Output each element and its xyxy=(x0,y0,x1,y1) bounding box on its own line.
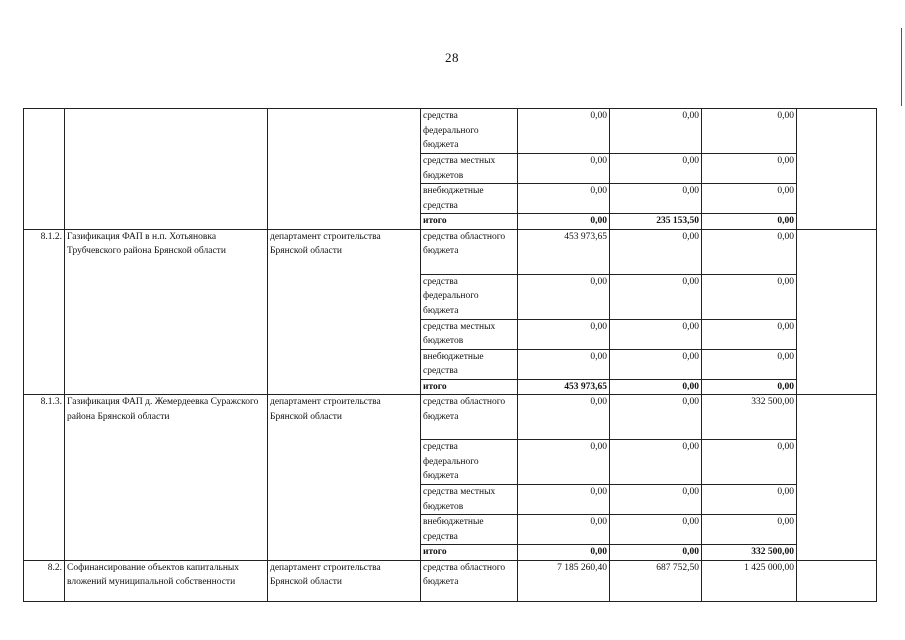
value-cell: 453 973,65 xyxy=(518,379,610,395)
value-cell: 0,00 xyxy=(518,109,610,154)
page-number: 28 xyxy=(445,50,459,65)
margin-rule xyxy=(901,28,902,106)
funding-source: средства местных бюджетов xyxy=(421,154,518,184)
value-cell: 0,00 xyxy=(518,154,610,184)
funding-source: итого xyxy=(421,379,518,395)
executor-cell xyxy=(268,109,421,230)
value-cell: 7 185 260,40 xyxy=(518,560,610,601)
value-cell: 332 500,00 xyxy=(702,395,797,440)
value-cell: 0,00 xyxy=(518,349,610,379)
funding-source: средства областного бюджета xyxy=(421,395,518,440)
funding-source: средства областного бюджета xyxy=(421,229,518,274)
value-cell: 0,00 xyxy=(702,229,797,274)
funding-source: итого xyxy=(421,214,518,230)
funding-source: внебюджетные средства xyxy=(421,349,518,379)
value-cell: 0,00 xyxy=(702,440,797,485)
funding-source: средства местных бюджетов xyxy=(421,319,518,349)
value-cell: 453 973,65 xyxy=(518,229,610,274)
funding-source: средства местных бюджетов xyxy=(421,485,518,515)
table-row xyxy=(24,229,877,274)
table-row xyxy=(24,395,877,440)
item-name: Газификация ФАП д. Жемердеевка Суражского района Брянской области xyxy=(65,395,268,561)
item-name: Газификация ФАП в н.п. Хотьяновка Трубчевского района Брянской области xyxy=(65,229,268,395)
value-cell: 0,00 xyxy=(702,154,797,184)
blank-cell xyxy=(797,560,877,601)
value-cell: 0,00 xyxy=(610,395,702,440)
value-cell: 0,00 xyxy=(610,379,702,395)
funding-source: средства областного бюджета xyxy=(421,560,518,601)
value-cell: 0,00 xyxy=(610,109,702,154)
funding-source: внебюджетные средства xyxy=(421,515,518,545)
value-cell: 0,00 xyxy=(610,319,702,349)
value-cell: 0,00 xyxy=(610,515,702,545)
value-cell: 0,00 xyxy=(702,379,797,395)
value-cell: 0,00 xyxy=(610,440,702,485)
funding-source: средства федерального бюджета xyxy=(421,440,518,485)
value-cell: 0,00 xyxy=(702,274,797,319)
value-cell: 0,00 xyxy=(702,515,797,545)
table-row xyxy=(24,109,877,154)
blank-cell xyxy=(797,229,877,395)
blank-cell xyxy=(797,109,877,230)
budget-table xyxy=(23,108,877,602)
value-cell: 332 500,00 xyxy=(702,545,797,561)
code-cell xyxy=(24,109,65,230)
value-cell: 0,00 xyxy=(702,109,797,154)
value-cell: 0,00 xyxy=(610,184,702,214)
value-cell: 0,00 xyxy=(518,440,610,485)
value-cell: 0,00 xyxy=(518,184,610,214)
funding-source: средства федерального бюджета xyxy=(421,109,518,154)
value-cell: 0,00 xyxy=(610,545,702,561)
value-cell: 0,00 xyxy=(610,274,702,319)
value-cell: 0,00 xyxy=(518,545,610,561)
value-cell: 0,00 xyxy=(518,319,610,349)
value-cell: 0,00 xyxy=(610,154,702,184)
value-cell: 0,00 xyxy=(702,485,797,515)
item-code: 8.1.3. xyxy=(24,395,65,561)
value-cell: 0,00 xyxy=(610,349,702,379)
value-cell: 0,00 xyxy=(702,349,797,379)
item-code: 8.1.2. xyxy=(24,229,65,395)
blank-cell xyxy=(797,395,877,561)
value-cell: 0,00 xyxy=(610,485,702,515)
item-executor: департамент строительства Брянской области xyxy=(268,560,421,601)
value-cell: 1 425 000,00 xyxy=(702,560,797,601)
value-cell: 0,00 xyxy=(702,214,797,230)
item-executor: департамент строительства Брянской области xyxy=(268,395,421,561)
funding-source: итого xyxy=(421,545,518,561)
funding-source: средства федерального бюджета xyxy=(421,274,518,319)
value-cell: 0,00 xyxy=(702,184,797,214)
value-cell: 0,00 xyxy=(518,485,610,515)
value-cell: 0,00 xyxy=(610,229,702,274)
value-cell: 0,00 xyxy=(518,395,610,440)
item-executor: департамент строительства Брянской области xyxy=(268,229,421,395)
value-cell: 235 153,50 xyxy=(610,214,702,230)
item-code: 8.2. xyxy=(24,560,65,601)
value-cell: 687 752,50 xyxy=(610,560,702,601)
value-cell: 0,00 xyxy=(702,319,797,349)
name-cell xyxy=(65,109,268,230)
value-cell: 0,00 xyxy=(518,214,610,230)
funding-source: внебюджетные средства xyxy=(421,184,518,214)
value-cell: 0,00 xyxy=(518,515,610,545)
table-row xyxy=(24,560,877,601)
value-cell: 0,00 xyxy=(518,274,610,319)
item-name: Софинансирование объектов капитальных вложений муниципальной собственности xyxy=(65,560,268,601)
